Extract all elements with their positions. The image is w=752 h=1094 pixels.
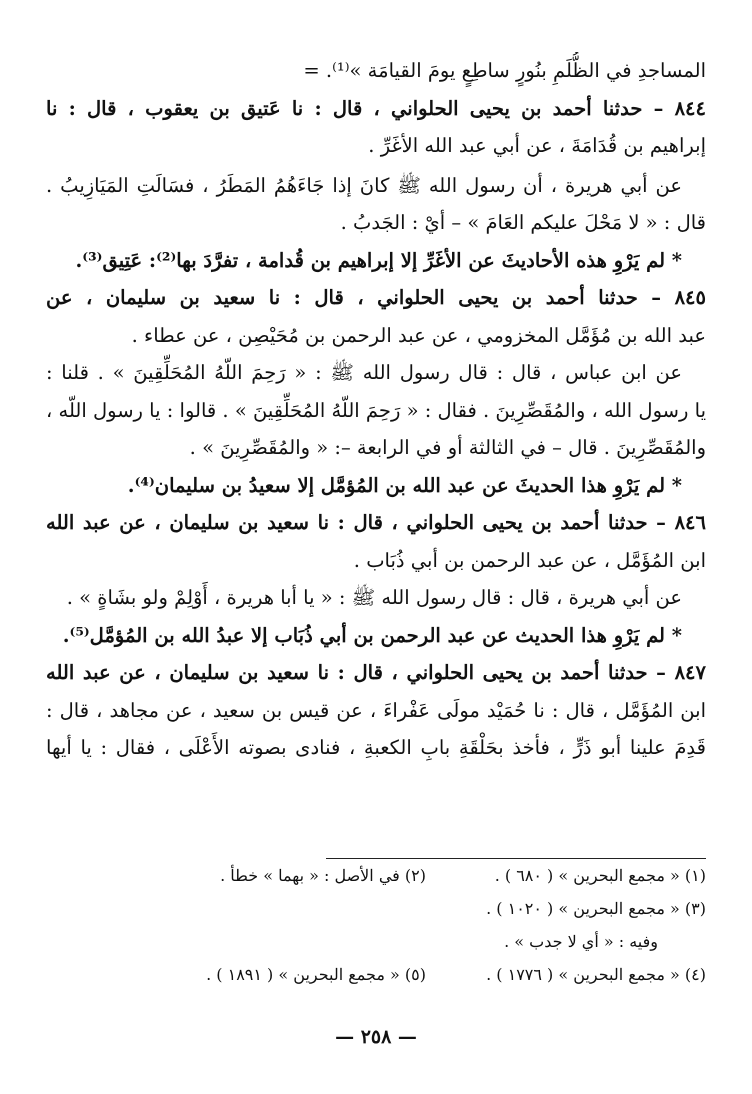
footnote-3-detail: وفيه : « أي لا جدب » . bbox=[504, 932, 658, 951]
hadith-846-text: عن أبي هريرة ، قال : قال رسول الله ﷺ : « يا أبا هريرة ، أَوْلِمْ ولو بشَاةٍ » . bbox=[66, 586, 682, 609]
hadith-846-chain: ٨٤٦ – حدثنا أحمد بن يحيى الحلواني ، قال : نا سعيد بن سليمان ، عن عبد الله bbox=[46, 511, 706, 534]
commentary-note: * لم يَرْوِ هذه الأحاديثَ عن الأغَرِّ إلا إبراهيم بن قُدامة ، تفرَّدَ بها⁽²⁾: عَتِيق⁽³⁾. bbox=[75, 248, 682, 272]
footnote-4: (٤) « مجمع البحرين » ( ١٧٧٦ ) . bbox=[486, 965, 706, 984]
commentary-note: * لم يَرْوِ هذا الحديث عن عبد الرحمن بن أبي ذُبَاب إلا عبدُ الله بن المُؤمَّل⁽⁵⁾. bbox=[62, 623, 682, 647]
text-line: يا رسول الله ، والمُقَصِّرِينَ . فقال : « رَحِمَ اللّهُ المُحَلِّقِينَ » . قالوا : يا رسول اللّه ، bbox=[46, 398, 706, 422]
footnote-1: (١) « مجمع البحرين » ( ٦٨٠ ) . bbox=[494, 866, 706, 885]
footnote-row bbox=[46, 859, 706, 892]
footnote-row bbox=[46, 892, 706, 925]
text-line: عبد الله بن مُؤَمَّل المخزومي ، عن عبد الرحمن بن مُحَيْصِن ، عن عطاء . bbox=[131, 323, 706, 347]
text-line: إبراهيم بن قُدَامَةَ ، عن أبي عبد الله الأغَرِّ . bbox=[368, 134, 706, 157]
hadith-845-text: عن ابن عباس ، قال : قال رسول الله ﷺ : « رَحِمَ اللّهُ المُحَلِّقِينَ » . قلنا : bbox=[46, 361, 682, 384]
text-line: قال : « لا مَحْلَ عليكم العَامَ » – أيْ : الجَدبُ . bbox=[340, 211, 706, 234]
text-line: ابن المُؤَمَّل ، عن عبد الرحمن بن أبي ذُبَاب . bbox=[353, 548, 706, 572]
page-number: — ٢٥٨ — bbox=[335, 1026, 417, 1048]
footnote-row bbox=[46, 958, 706, 991]
hadith-844-text: عن أبي هريرة ، أن رسول الله ﷺ كانَ إذا جَاءَهُمُ المَطَرُ ، فسَالَتِ المَيَازِيبُ . bbox=[46, 173, 682, 197]
footnote-2: (٢) في الأصل : « بهما » خطأ . bbox=[220, 866, 426, 885]
commentary-note: * لم يَرْوِ هذا الحديثَ عن عبد الله بن المُؤمَّل إلا سعيدُ بن سليمان⁽⁴⁾. bbox=[127, 473, 682, 497]
hadith-844-chain: ٨٤٤ – حدثنا أحمد بن يحيى الحلواني ، قال : نا عَتيق بن يعقوب ، قال : نا bbox=[46, 96, 706, 120]
footnote-3: (٣) « مجمع البحرين » ( ١٠٢٠ ) . bbox=[486, 899, 706, 918]
text-line: ابن المُؤَمَّل ، قال : نا حُمَيْد مولَى عَفْراءَ ، عن قيس بن سعيد ، عن مجاهد ، قال : bbox=[46, 698, 706, 722]
hadith-845-chain: ٨٤٥ – حدثنا أحمد بن يحيى الحلواني ، قال : نا سعيد بن سليمان ، عن bbox=[46, 286, 706, 309]
text-line: قَدِمَ علينا أبو ذَرٍّ ، فأخذ بحَلْقَةِ بابِ الكعبةِ ، فنادى بصوته الأَعْلَى ، فقال : يا أيها bbox=[46, 736, 706, 759]
text-line-continuation: المساجدِ في الظُّلَمِ بنُورٍ ساطِعٍ يومَ القيامَة »⁽¹⁾. = bbox=[303, 59, 706, 82]
hadith-847-chain: ٨٤٧ – حدثنا أحمد بن يحيى الحلواني ، قال : نا سعيد بن سليمان ، عن عبد الله bbox=[46, 661, 706, 684]
footnote-5: (٥) « مجمع البحرين » ( ١٨٩١ ) . bbox=[206, 965, 426, 984]
text-line: والمُقَصِّرِينَ . قال – في الثالثة أو في الرابعة –: « والمُقَصِّرِينَ » . bbox=[189, 436, 706, 459]
footnotes bbox=[46, 858, 706, 991]
